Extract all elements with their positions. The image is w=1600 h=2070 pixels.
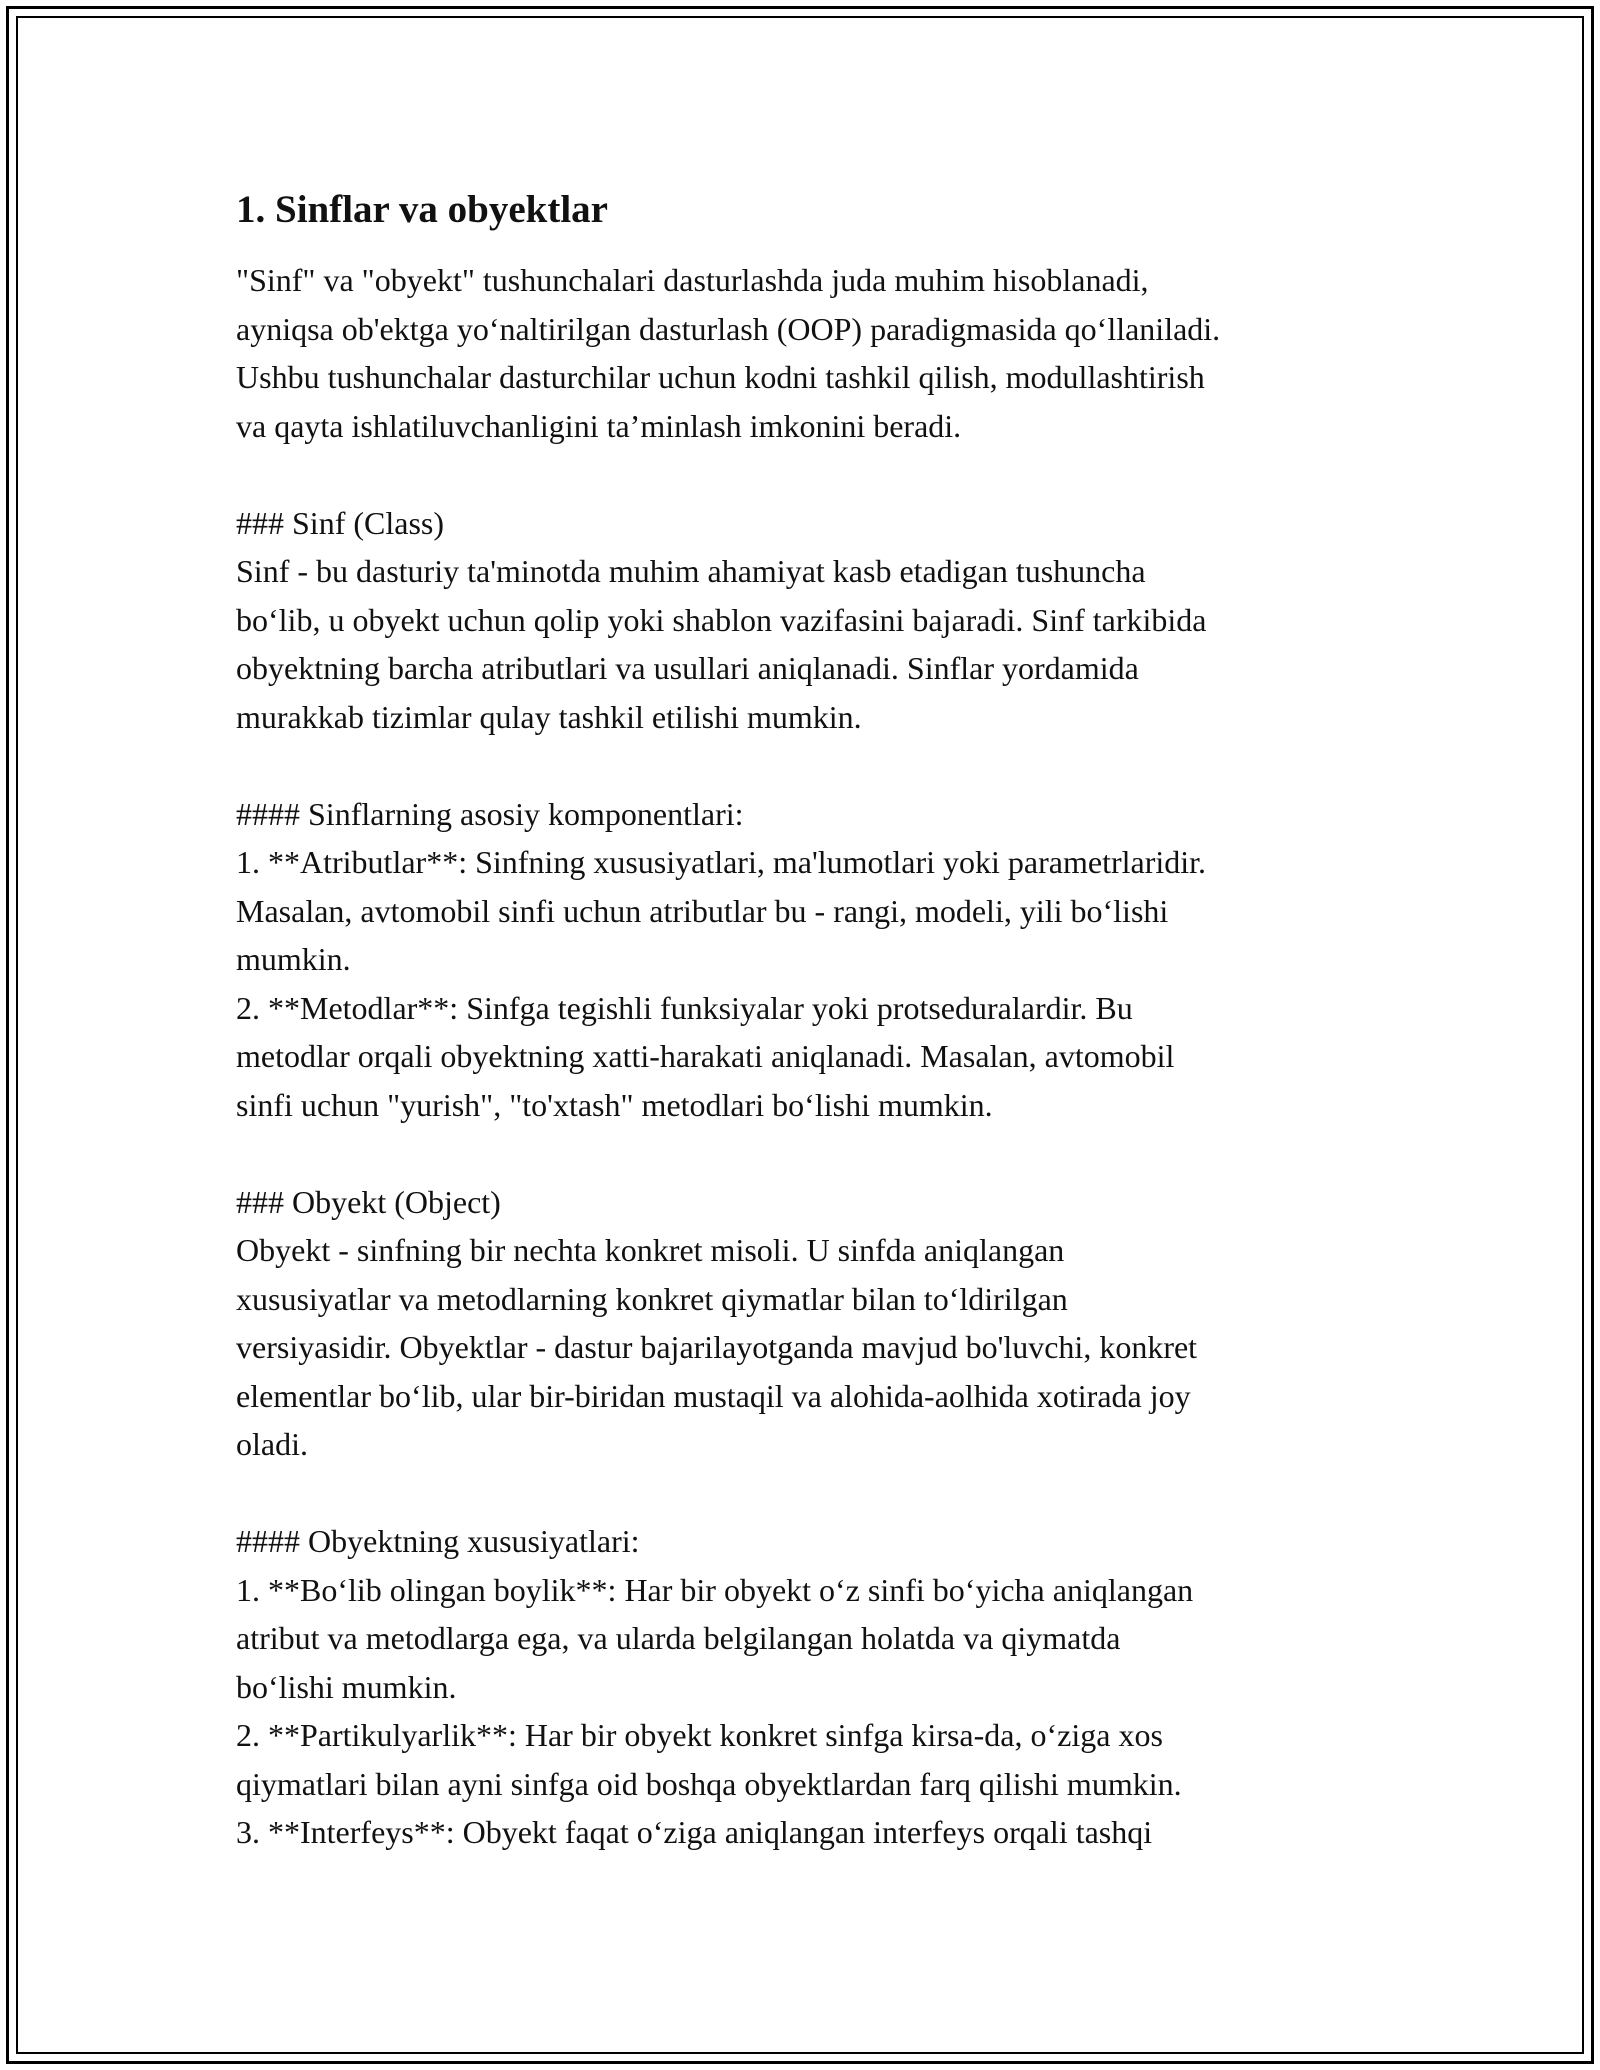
object-section: ### Obyekt (Object) Obyekt - sinfning bir nechta konkret misoli. U sinfda aniqlangan xususiyatlar va metodlarning konkret qiymatlar bilan to‘ldirilgan versiyasidir. Obyektlar - dastur bajarilayotganda mavjud bo'luvchi, konkret elementlar bo‘lib, ular bir-biridan mustaqil va alohida-aolhida xotirada joy oladi. <box>236 1183 1198 1462</box>
object-properties-section: #### Obyektning xususiyatlari: 1. **Bo‘lib olingan boylik**: Har bir obyekt o‘z sinfi bo‘yicha aniqlangan atribut va metodlarga ega, va ularda belgilangan holatda va qiymatda bo‘lishi mumkin. 2. **Partikulyarlik**: Har bir obyekt konkret sinfga kirsa-da, o‘ziga xos qiymatlari bilan ayni sinfga oid boshqa obyektlardan farq qilishi mumkin. 3. **Interfeys**: Obyekt faqat o‘ziga aniqlangan interfeys orqali tashqi <box>236 1523 1194 1850</box>
paragraph-gap <box>236 1469 1416 1518</box>
intro-paragraph: "Sinf" va "obyekt" tushunchalari dasturlashda juda muhim hisoblanadi, ayniqsa ob'ektga yo‘naltirilgan dasturlash (OOP) paradigmasida qo‘llaniladi. Ushbu tushunchalar dasturchilar uchun kodni tashkil qilish, modullashtirish va qayta ishlatiluvchanligini ta’minlash imkonini beradi. <box>236 262 1221 444</box>
paragraph-gap <box>236 450 1416 499</box>
document-title: 1. Sinflar va obyektlar <box>236 188 608 231</box>
class-components-section: #### Sinflarning asosiy komponentlari: 1. **Atributlar**: Sinfning xususiyatlari, ma'lumotlari yoki parametrlaridir. Masalan, avtomobil sinfi uchun atributlar bu - rangi, modeli, yili bo‘lishi mumkin. 2. **Metodlar**: Sinfga tegishli funksiyalar yoki protseduralardir. Bu metodlar orqali obyektning xatti-harakati aniqlanadi. Masalan, avtomobil sinfi uchun "yurish", "to'xtash" metodlari bo‘lishi mumkin. <box>236 795 1207 1123</box>
document-body <box>236 184 1416 1857</box>
paragraph-gap <box>236 1129 1416 1178</box>
paragraph-gap <box>236 741 1416 790</box>
class-section: ### Sinf (Class) Sinf - bu dasturiy ta'minotda muhim ahamiyat kasb etadigan tushuncha bo‘lib, u obyekt uchun qolip yoki shablon vazifasini bajaradi. Sinf tarkibida obyektning barcha atributlari va usullari aniqlanadi. Sinflar yordamida murakkab tizimlar qulay tashkil etilishi mumkin. <box>236 504 1207 735</box>
